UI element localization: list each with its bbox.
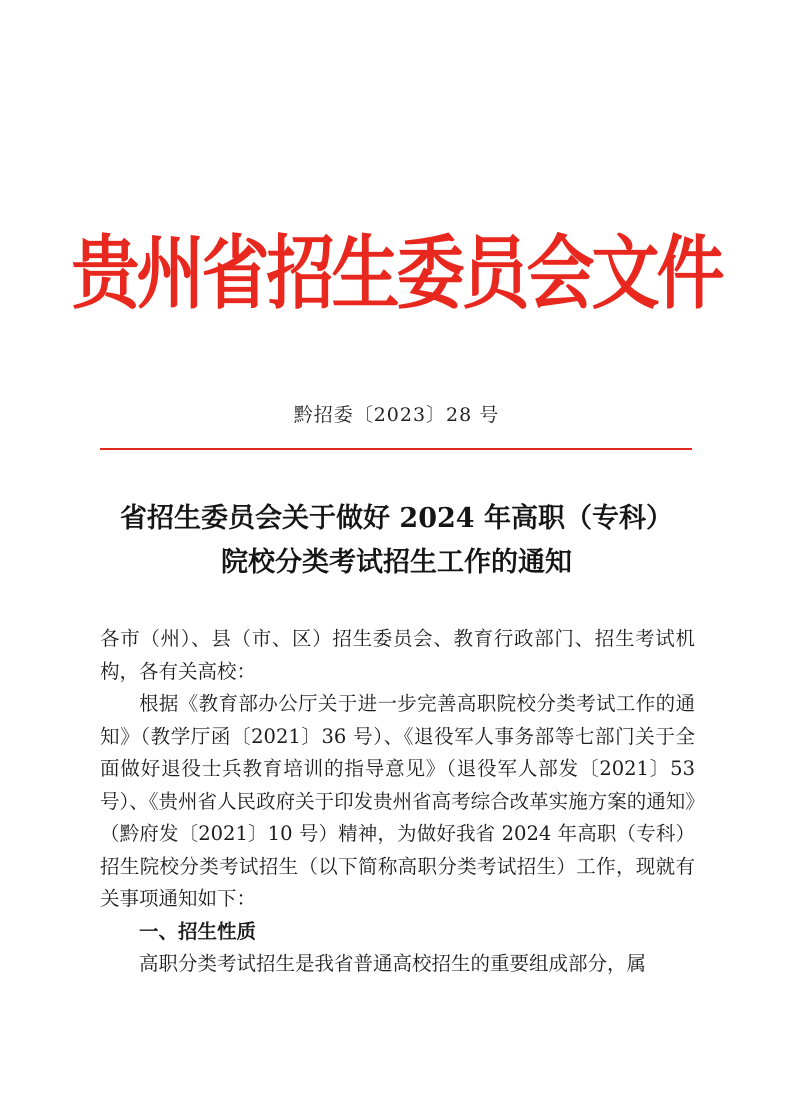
section-paragraph-1: 高职分类考试招生是我省普通高校招生的重要组成部分，属 bbox=[139, 952, 647, 975]
section-heading-1: 一、招生性质 bbox=[139, 919, 257, 943]
document-body bbox=[100, 623, 695, 981]
masthead-title: 贵州省招生委员会文件 bbox=[71, 228, 722, 322]
body-paragraph-1: 根据《教育部办公厅关于进一步完善高职院校分类考试工作的通知》（教学厅函〔2021〕36 号）、《退役军人事务部等七部门关于全面做好退役士兵教育培训的指导意见》（退役军人部发〔2021〕53 号）、《贵州省人民政府关于印发贵州省高考综合改革实施方案的通知》（黔府发〔2021〕10 号）精神，为做好我省 2024 年高职（专科）招生院校分类考试招生（以下简称高职分类考试招生）工作，现就有关事项通知如下： bbox=[100, 692, 695, 910]
title-line-1: 省招生委员会关于做好 2024 年高职（专科） bbox=[120, 503, 673, 534]
title-line-2: 院校分类考试招生工作的通知 bbox=[221, 547, 572, 578]
document-number: 黔招委〔2023〕28 号 bbox=[293, 404, 500, 426]
document-title bbox=[90, 497, 703, 585]
red-divider-line bbox=[100, 448, 692, 450]
salutation: 各市（州）、县（市、区）招生委员会、教育行政部门、招生考试机构，各有关高校： bbox=[100, 627, 695, 683]
